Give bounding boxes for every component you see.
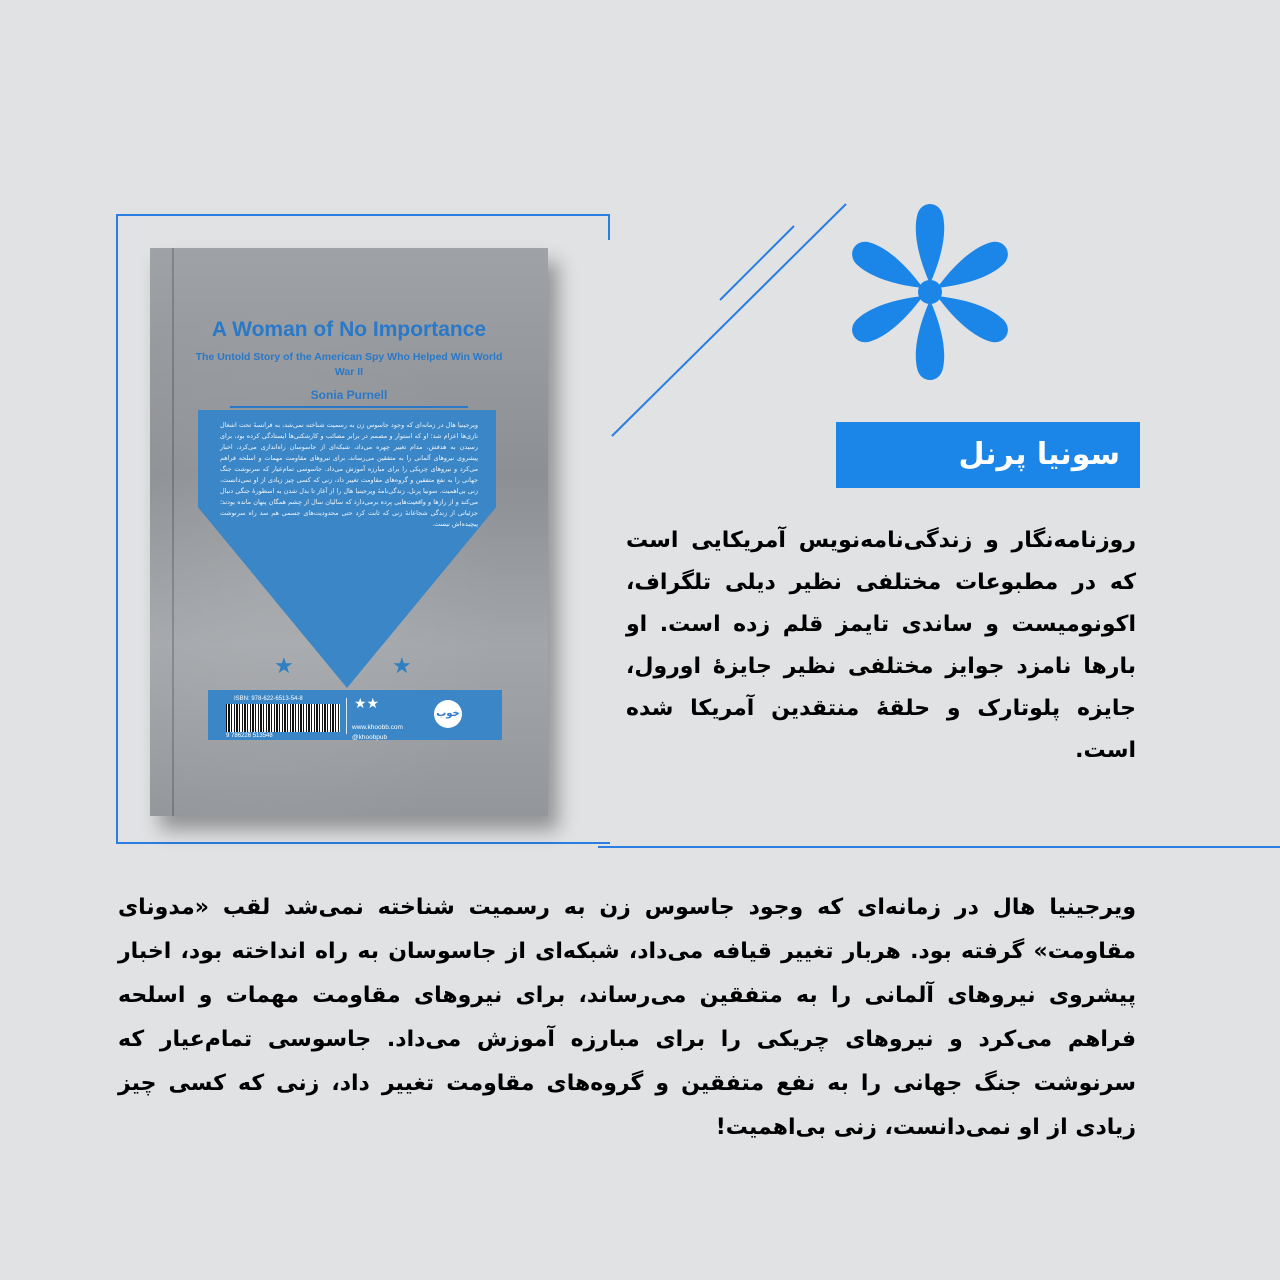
book-rule <box>230 406 468 408</box>
diagonal-line-short <box>720 226 794 300</box>
star-icon: ★ <box>392 654 412 679</box>
author-name: سونیا پرنل <box>958 437 1120 472</box>
book-back-cover <box>150 248 548 816</box>
book-subtitle: The Untold Story of the American Spy Who Helped Win World War II <box>195 351 503 378</box>
publisher-logo: خوب <box>434 700 462 728</box>
diagonal-line-long <box>612 204 846 436</box>
star-icon: ★★ <box>354 696 380 712</box>
isbn-text: ISBN: 978-622-6513-54-8 <box>234 696 303 702</box>
book-author: Sonia Purnell <box>310 388 388 402</box>
publisher-social: @khoobpub <box>352 734 388 741</box>
star-icon: ★ <box>274 654 294 679</box>
author-bio: روزنامه‌نگار و زندگی‌نامه‌نویس آمریکایی است که در مطبوعات مختلفی نظیر دیلی تلگراف، اکونومیست و ساندی تایمز قلم زده است. او بارها نامزد جوایز مختلفی نظیر جایزهٔ اورول، جایزه پلوتارک و حلقهٔ منتقدین آمریکا شده است. <box>626 528 1136 763</box>
asterisk-icon <box>846 196 1014 388</box>
barcode-divider <box>346 698 347 734</box>
barcode-number: 9 786226 513548 <box>226 733 273 739</box>
book-title: A Woman of No Importance <box>211 318 487 341</box>
book-blurb: ویرجینیا هال در زمانه‌ای که وجود جاسوس زن به رسمیت شناخته نمی‌شد، به فرانسهٔ تحت اشغال نازی‌ها اعزام شد؛ او که استوار و مصمم در برابر مصائب و کارشکنی‌ها ایستادگی کرده بود، برای رسیدن به هدفش، مدام تغییر چهره می‌داد، شبکه‌ای از جاسوسان راه‌اندازی می‌کرد، اخبار پیشروی نیروهای آلمانی را به متفقین می‌رساند، برای نیروهای مقاومت مهمات و اسلحه فراهم می‌کرد و نیروهای چریکی را برای مبارزه آموزش می‌داد. جاسوسی تمام‌عیار که سرنوشت جنگ جهانی را به نفع متفقین و گروه‌های مقاومت تغییر داد، زنی که کسی چیز زیادی از او نمی‌دانست، زنی بی‌اهمیت. سونیا پرنل، زندگی‌نامهٔ ویرجینیا هال را از آغاز تا بدل شدن به اسطورهٔ جنگی دنبال می‌کند و از رازها و واقعیت‌هایی پرده برمی‌دارد که سالیان سال از چشم همگان پنهان مانده بودند؛ جزئیاتی از زندگی شجاعانهٔ زنی که ثابت کرد حتی محدودیت‌های جسمی هم سد راه سرنوشت پیچیده‌اش نیست. <box>220 421 478 528</box>
book-description: ویرجینیا هال در زمانه‌ای که وجود جاسوس زن به رسمیت شناخته نمی‌شد لقب «مدونای مقاومت» گرفته بود. هربار تغییر قیافه می‌داد، شبکه‌ای از جاسوسان به راه انداخته بود، اخبار پیشروی نیروهای آلمانی را به متفقین می‌رساند، برای نیروهای مقاومت مهمات و اسلحه فراهم می‌کرد و نیروهای چریکی را برای مبارزه آموزش می‌داد. جاسوسی تمام‌عیار که سرنوشت جنگ جهانی را به نفع متفقین و گروه‌های مقاومت تغییر داد، زنی که کسی چیز زیادی از او نمی‌دانست، زنی بی‌اهمیت! <box>118 895 1136 1140</box>
barcode <box>226 704 340 732</box>
publisher-website: www.khoobb.com <box>352 724 403 731</box>
